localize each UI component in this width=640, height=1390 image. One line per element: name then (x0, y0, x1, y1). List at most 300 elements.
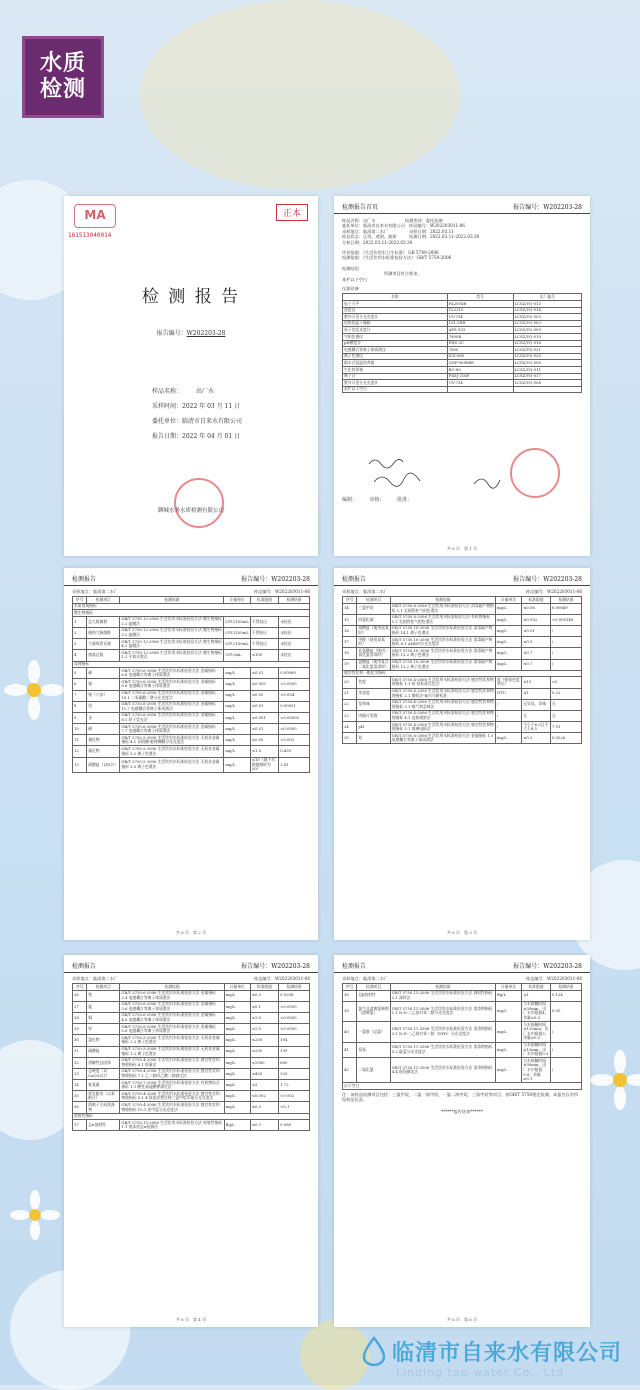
table-cell: 0.0526 (550, 733, 581, 744)
table-row (73, 724, 310, 735)
table-row (343, 1042, 582, 1058)
daisy-decoration (10, 1190, 60, 1240)
table-cell: 色度 (357, 677, 390, 688)
handwritten-signatures (364, 452, 534, 492)
table-cell: GB/T 5750.6-2006 生活饮用水标准检验方法 金属指标 2.4 电感耦合等离子体质谱法 (120, 990, 224, 1001)
table-row (343, 340, 582, 347)
report-cover-page (64, 196, 318, 556)
table-cell: 6 (73, 679, 87, 690)
section-title: 放射性指标 (73, 1113, 310, 1120)
table-cell: 氯气及游离氯制剂（游离氯） (357, 1001, 390, 1021)
table-cell: PHS-3C (447, 340, 513, 347)
table-row (343, 327, 582, 334)
table-cell: LCSZ/YQ-004 (513, 380, 581, 387)
table-cell: mg/L (224, 690, 250, 701)
table-cell: LCSZ/YQ-010 (513, 334, 581, 341)
table-cell: Bq/L (495, 990, 521, 1001)
table-cell: 挥发酚类（以苯酚计） (87, 1091, 120, 1102)
page-number: 共 6 页 第 6 页 (446, 1317, 478, 1322)
table-cell: 标准限值 (250, 597, 278, 604)
table-row (73, 597, 310, 604)
table-cell: mg/L (224, 1035, 250, 1046)
table-cell: / (550, 625, 581, 636)
table-cell: GB/T 5750.10-2006 生活饮用水标准检验方法 消毒副产物指标 14.1 离子色谱法 (390, 625, 495, 636)
company-name: 临清市自来水有限公司 (392, 1340, 623, 1366)
table-cell: 锌 (87, 1024, 120, 1035)
table-cell: 未检出 (279, 639, 310, 650)
table-cell: 铁 (87, 990, 120, 1001)
table-cell: 标准限值 (522, 597, 551, 604)
table-cell: mg/L (224, 679, 250, 690)
table-row (343, 699, 582, 710)
table-cell: ≤0.002 (522, 614, 551, 625)
sampling-site: 采样地点：临清第二水厂 (72, 589, 119, 594)
table-cell: GB/T 5750.10-2006 生活饮用水标准检验方法 消毒副产物指标 13.2 离子色谱法 (390, 648, 495, 659)
table-cell: 铜 (87, 1012, 120, 1023)
table-cell: mg/L (495, 1042, 521, 1058)
table-cell: GB/T 5750.13-2006 生活饮用水标准检验方法 放射性指标 1.1 低本底总α检测法 (120, 1120, 224, 1131)
cover-field-client (152, 414, 242, 429)
equipment-title: 仪器设备： (342, 286, 363, 292)
table-cell: mg/L (224, 668, 250, 679)
table-cell: 9 (73, 712, 87, 723)
table-cell: 5 (73, 668, 87, 679)
table-cell: 电热恒温干燥箱 (343, 320, 448, 327)
col-header: 出厂编号 (513, 294, 581, 301)
table-cell: 0.060 (279, 1120, 310, 1131)
table-cell: 气相色谱仪 (343, 334, 448, 341)
table-cell: GB/T 5750.5-2006 生活饮用水标准检验方法 无机非金属指标 4.1 异烟酸-吡唑啉酮分光光度法 (120, 735, 224, 746)
conclusion-text: 所测项目符合要求。 (342, 271, 422, 277)
table-cell: 11 (73, 735, 87, 746)
table-cell: GB/T 5750.11-2006 生活饮用水标准检验方法 消毒剂指标 1.1 N,N-二乙基对苯二胺分光光度法 (390, 1001, 495, 1021)
table-cell: 28 (73, 1012, 87, 1023)
table-cell: / (495, 710, 521, 721)
table-cell: <0.0005 (279, 1012, 310, 1023)
cma-logo: MA (74, 204, 116, 228)
table-cell: mg/L (224, 724, 250, 735)
table-cell: GB/T 5750.5-2006 生活饮用水标准检验方法 无机非金属指标 2.2 离子色谱法 (120, 1035, 224, 1046)
page-header (334, 568, 590, 586)
table-cell: 砷 (87, 668, 120, 679)
table-cell: 肉眼可见物 (357, 710, 390, 721)
table-cell: 铝 (357, 733, 390, 744)
report-end: ******报告结束****** (441, 1108, 483, 1114)
table-cell: 计量单位 (495, 984, 521, 991)
table-cell: ≤1000 (250, 1057, 278, 1068)
table-row (73, 990, 310, 1001)
table-row (343, 597, 582, 604)
table-cell: 34 (73, 1080, 87, 1091)
original-stamp: 正本 (276, 204, 308, 221)
table-cell: ≤0.001 (250, 712, 278, 723)
table-cell: mg/L (224, 1057, 250, 1068)
section-row (343, 670, 582, 677)
table-cell (513, 386, 581, 393)
table-cell: 检测结果 (279, 597, 310, 604)
table-cell: / (495, 699, 521, 710)
table-cell: 生化培养箱 (343, 367, 448, 374)
table-cell: mg/L (224, 1012, 250, 1023)
table-cell: 16 (343, 625, 357, 636)
signature-labels: 编制： 审核： 批准： (342, 497, 413, 503)
table-cell: 0.124 (550, 990, 581, 1001)
table-cell: 检测依据 (390, 984, 495, 991)
table-cell: 17 (343, 637, 357, 648)
table-cell: 二氧化氯 (357, 1058, 390, 1083)
table-cell: 与水接触时间≥120min，出厂水中限值3；余量≥0.5 (523, 1021, 549, 1041)
table-cell: <0.1 (279, 1102, 310, 1113)
table-row (343, 733, 582, 744)
table-cell: 臭和味 (357, 699, 390, 710)
section-title: 微生物指标 (73, 610, 310, 617)
table-row (73, 1046, 310, 1057)
table-cell: 隔水式恒温培养箱 (343, 360, 448, 367)
table-cell: <0.002 (279, 735, 310, 746)
table-cell: LCSZ/YQ-020 (513, 353, 581, 360)
table-cell: mg/L (495, 637, 521, 648)
background-light-patch (140, 0, 460, 190)
table-cell: 浊度仪 (343, 307, 448, 314)
table-cell: ≤0.2 (522, 733, 551, 744)
report-number: 报告编号：W202203-28 (513, 204, 582, 211)
table-row (343, 353, 582, 360)
table-cell: GB/T 5750.7-2006 生活饮用水标准检验方法 有机物综合指标 1.1 酸性高锰酸钾滴定法 (120, 1080, 224, 1091)
info-line: 样品状态：正常，透明，液体 检测日期：2022.03.11-2022.03.30 (342, 234, 480, 240)
table-cell: ≤1.0 (250, 1012, 278, 1023)
sample-number: 样品编号：W202203011-06 (526, 589, 582, 594)
table-cell: 总β放射性 (357, 990, 390, 1001)
table-cell: UV-754 (447, 314, 513, 321)
field-value: 2022 年 04 月 01 日 (182, 433, 241, 440)
table-cell: 7.91 (550, 722, 581, 733)
table-cell: 8 (73, 701, 87, 712)
table-cell: 检测项目 (357, 984, 390, 991)
issuer-name: 聊城水务水质检测有限公司 (157, 508, 224, 514)
section-row (73, 661, 310, 668)
table-cell: CFU/100mL (224, 616, 250, 627)
table-cell: ≤450 (250, 1068, 278, 1079)
page-number: 共 6 页 第 3 页 (446, 930, 478, 935)
table-cell: pH酸度计 (343, 340, 448, 347)
table-cell: CFU/100mL (224, 627, 250, 638)
table-cell: GB/T 5750.6-2006 生活饮用水标准检验方法 金属指标 4.6 电感耦合等离子体质谱法 (120, 1012, 224, 1023)
table-cell: <5 (550, 677, 581, 688)
table-cell: 浑浊度 (357, 688, 390, 699)
table-row (73, 701, 310, 712)
results-table (72, 596, 310, 773)
table-cell: GB/T 5750.6-2006 生活饮用水标准检验方法 金属指标 3.6 电感耦合等离子体质谱法 (120, 1001, 224, 1012)
cma-serial: 161513040014 (68, 232, 112, 239)
table-cell: 22 (343, 699, 357, 710)
table-cell: 38 (343, 990, 357, 1001)
table-cell: 紫外可见分光光度计 (343, 380, 448, 387)
table-row (343, 688, 582, 699)
table-cell: 2.81 (279, 757, 310, 773)
table-cell: ≤250 (250, 1046, 278, 1057)
table-cell: 溶解性总固体 (87, 1057, 120, 1068)
table-cell: <0.0005 (279, 1001, 310, 1012)
table-cell: 耗氧量 (87, 1080, 120, 1091)
table-row (343, 677, 582, 688)
table-cell: 7 (73, 690, 87, 701)
table-cell: ICS-600 (447, 353, 513, 360)
table-cell: mg/L (224, 757, 250, 773)
table-cell: 37 (73, 1120, 87, 1131)
table-cell: 10 (73, 724, 87, 735)
table-cell: 序号 (73, 597, 87, 604)
table-cell: 0.50 (550, 1001, 581, 1021)
table-cell: 15 (343, 614, 357, 625)
report-page-2 (64, 568, 318, 940)
table-cell: <0.0005 (279, 679, 310, 690)
table-row (73, 1001, 310, 1012)
table-row (343, 984, 582, 991)
page-header (64, 955, 318, 973)
table-cell: pH (357, 722, 390, 733)
table-cell: ≤15 (522, 677, 551, 688)
table-cell: / (550, 1022, 581, 1042)
equipment-header-row (343, 294, 582, 301)
table-cell: GB/T 5750.10-2006 生活饮用水标准检验方法 消毒副产物指标 12.2 离子色谱法 (390, 659, 495, 670)
table-cell: ≤1.0 (250, 746, 278, 757)
table-cell: GNP-9080BE (447, 360, 513, 367)
table-cell: mg/L (495, 625, 521, 636)
table-cell: 硝酸盐（以N计） (87, 757, 120, 773)
page-header (64, 568, 318, 586)
page-title: 检测报告 (72, 963, 97, 970)
table-cell: / (550, 648, 581, 659)
table-cell: 检测结果 (279, 984, 310, 991)
table-cell: 3 (73, 639, 87, 650)
table-cell: ≤10（地下水源限制时为20） (250, 757, 278, 773)
table-cell: <0.0005 (279, 724, 310, 735)
table-cell: 36 (73, 1102, 87, 1113)
table-cell: 104 (279, 1035, 310, 1046)
table-cell: 甲醛（使用臭氧时） (357, 637, 390, 648)
table-cell: 2 (73, 627, 87, 638)
table-cell: 35 (73, 1091, 87, 1102)
table-cell: GB/T 5750.4-2006 生活饮用水标准检验方法 感官性状和物理指标 7.1 乙二胺四乙酸二钠滴定法 (120, 1068, 224, 1079)
table-cell: 13 (73, 757, 87, 773)
table-cell: 序号 (343, 984, 357, 991)
table-cell: 检测结果 (550, 984, 581, 991)
water-quality-badge (22, 36, 104, 118)
table-row (73, 984, 310, 991)
info-line: 样品名称：出厂水 检测类别：委托检测 (342, 218, 443, 223)
table-cell: 标准限值 (522, 984, 551, 991)
table-cell: 离子色谱仪 (343, 353, 448, 360)
table-cell: GB/T 5750.4-2006 生活饮用水标准检验方法 感官性状和物理指标 10.1 亚甲蓝分光光度法 (120, 1102, 224, 1113)
daisy-decoration (4, 660, 64, 720)
table-cell: ≤0.9 (522, 637, 551, 648)
report-number-label: 报告编号： (156, 330, 187, 337)
table-cell: mg/L (224, 1091, 250, 1102)
table-cell: 大肠埃希氏菌 (87, 639, 120, 650)
sample-number: 样品编号：W202203011-06 (254, 589, 310, 594)
table-row (73, 679, 310, 690)
sampling-site: 采样地点：临清第二水厂 (342, 589, 389, 594)
table-cell: LCSZ/YQ-011 (513, 367, 581, 374)
table-cell: 未检出 (279, 650, 310, 661)
table-cell: ≤0.3 (250, 990, 278, 1001)
table-cell: 与水接触时间≥30min，出厂水中限值0.8；余量≥0.1 (522, 1058, 551, 1083)
table-cell: 31 (73, 1046, 87, 1057)
table-cell: 12 (73, 746, 87, 757)
table-cell: CFU/mL (224, 650, 250, 661)
table-cell: TL2310 (447, 307, 513, 314)
table-row (73, 757, 310, 773)
table-cell: mg/L (224, 701, 250, 712)
table-cell: / (495, 722, 521, 733)
cover-field-report-date (152, 429, 242, 444)
sample-info (334, 216, 590, 293)
table-cell: 总硬度（以CaCO3计） (87, 1068, 120, 1079)
table-cell: mg/L (495, 648, 521, 659)
table-cell: 600 (279, 1057, 310, 1068)
table-cell: GB/T 5750.8-2006 生活饮用水标准检验方法 消毒副产物指标 1.1 毛细管柱气相色谱法 (391, 603, 494, 613)
table-cell: 0.00051 (279, 701, 310, 712)
report-number: W202203-28 (186, 330, 226, 337)
table-cell: GB/T 5750.12-2006 生活饮用水标准检验方法 微生物指标 4.2 滤膜法 (121, 638, 222, 649)
table-cell: 与水接触时间≥30min，出厂水中限值4；余量≥0.3 (523, 1001, 549, 1021)
table-cell: 汞 (87, 712, 120, 723)
table-cell: 亚氯酸盐（使用二氧化氯消毒时） (358, 647, 389, 658)
table-cell: 26 (73, 990, 87, 1001)
table-cell: 菌落总数 (87, 650, 120, 661)
table-cell: 离子计 (343, 373, 448, 380)
field-value: 出厂水 (196, 388, 215, 395)
cover-field-sampling-time (152, 399, 242, 414)
table-cell: GB/T 5750.4-2006 生活饮用水标准检验方法 感官性状和物理指标 2.1 散射法-福尔马肼标准 (391, 688, 494, 698)
table-cell: 电感耦合等离子体质谱仪 (343, 347, 448, 354)
table-row (73, 1102, 310, 1113)
table-cell: GB/T 5750.4-2006 生活饮用水标准检验方法 感官性状和物理指标 5.1 玻璃电极法 (391, 721, 494, 732)
sampling-site: 采样地点：临清第二水厂 (72, 976, 119, 981)
field-value: 临清市自来水有限公司 (182, 418, 243, 425)
table-cell: 序号 (73, 984, 87, 991)
table-row (343, 990, 582, 1001)
table-cell: 氰化物 (87, 735, 120, 746)
table-cell: mg/L (495, 1058, 521, 1083)
table-cell: 计量单位 (495, 597, 521, 604)
table-cell: 四氯化碳 (357, 614, 390, 625)
table-cell: 硒 (87, 724, 120, 735)
table-cell: LCSZ/YQ-013 (513, 301, 581, 308)
table-row (73, 650, 310, 661)
report-page-6 (334, 955, 590, 1327)
table-cell: mg/L (495, 603, 521, 614)
table-cell: 0.22 (550, 688, 581, 699)
table-cell: GB/T 5750.6-2006 生活饮用水标准检验方法 金属指标 5.6 电感耦合等离子体质谱法 (120, 1024, 224, 1035)
section-row (73, 610, 310, 617)
table-cell: 14 (343, 603, 357, 614)
table-row (343, 614, 582, 625)
table-cell: ≤1 (522, 688, 551, 699)
page-title: 检测报告 (72, 576, 97, 583)
table-row (343, 1022, 582, 1042)
table-cell: LCSZ/YQ-017 (513, 373, 581, 380)
table-cell: LCSZ/YQ-008 (513, 360, 581, 367)
table-cell: 硫酸盐 (87, 1046, 120, 1057)
table-cell: ≤0.06 (522, 603, 551, 614)
table-cell: 无异臭、异味 (522, 699, 551, 710)
page-subheader (334, 975, 590, 983)
table-row (343, 722, 582, 733)
table-row (343, 648, 582, 659)
report-page-3 (334, 568, 590, 940)
page-subheader (64, 588, 318, 596)
table-cell: 7890B (447, 334, 513, 341)
table-row (343, 1001, 582, 1021)
table-row (343, 367, 582, 374)
table-cell: 无 (550, 699, 581, 710)
table-cell: ≤0.01 (250, 724, 278, 735)
table-cell: 39 (343, 1001, 357, 1021)
table-cell: 总大肠菌群 (87, 616, 120, 627)
table-row (343, 347, 582, 354)
table-cell: 原子荧光光度计 (343, 327, 448, 334)
table-cell: ≤0.005 (250, 679, 278, 690)
table-cell: mg/L (224, 1080, 250, 1091)
table-cell: ≤1 (522, 990, 551, 1001)
table-row (343, 373, 582, 380)
section-row (73, 603, 310, 610)
table-cell: LCSZ/YQ-021 (513, 347, 581, 354)
table-cell: 不得检出 (250, 639, 278, 650)
col-header: 型号 (447, 294, 513, 301)
table-cell: ≤100 (250, 650, 278, 661)
page-title: 检测报告 (342, 963, 367, 970)
table-cell: <0.004 (279, 690, 310, 701)
report-number-line (64, 328, 318, 337)
table-cell: mg/L (224, 746, 250, 757)
table-cell: 不得检出 (250, 627, 278, 638)
page-title: 检测报告首页 (342, 204, 379, 211)
table-cell: mg/L (224, 990, 250, 1001)
table-cell: / (550, 1042, 581, 1058)
table-cell: <0.00005 (279, 712, 310, 723)
table-cell: mg/L (224, 1046, 250, 1057)
table-cell: 检测依据 (120, 597, 224, 604)
report-first-page (334, 196, 590, 556)
table-cell: 检测项目 (87, 597, 120, 604)
report-number: 报告编号：W202203-28 (513, 963, 582, 970)
table-cell: NTU (495, 688, 521, 699)
table-cell: 101-2EB (447, 320, 513, 327)
table-row (73, 668, 310, 679)
official-seal (174, 478, 224, 528)
table-row (73, 746, 310, 757)
table-cell: 臭氧 (357, 1042, 390, 1058)
table-row (343, 334, 582, 341)
table-cell: 24 (343, 722, 357, 733)
table-row (73, 627, 310, 638)
table-cell: 23 (343, 710, 357, 721)
page-subheader (64, 975, 318, 983)
table-row (73, 1068, 310, 1079)
conclusion-label: 检测结论： (342, 265, 363, 271)
table-cell: GB/T 5750.12-2006 生活饮用水标准检验方法 微生物指标 1.1 平皿计数法 (121, 649, 222, 660)
table-cell: ≤0.01 (250, 668, 278, 679)
table-cell: mg/L (224, 735, 250, 746)
report-note (334, 1090, 590, 1116)
info-line: 分析日期：2022.03.11-2022.03.30 (342, 239, 413, 245)
table-cell: 25 (343, 733, 357, 744)
table-row (73, 616, 310, 627)
table-cell: 溴酸盐（使用臭氧时） (358, 625, 389, 636)
field-value: 2022 年 03 月 11 日 (182, 403, 241, 410)
